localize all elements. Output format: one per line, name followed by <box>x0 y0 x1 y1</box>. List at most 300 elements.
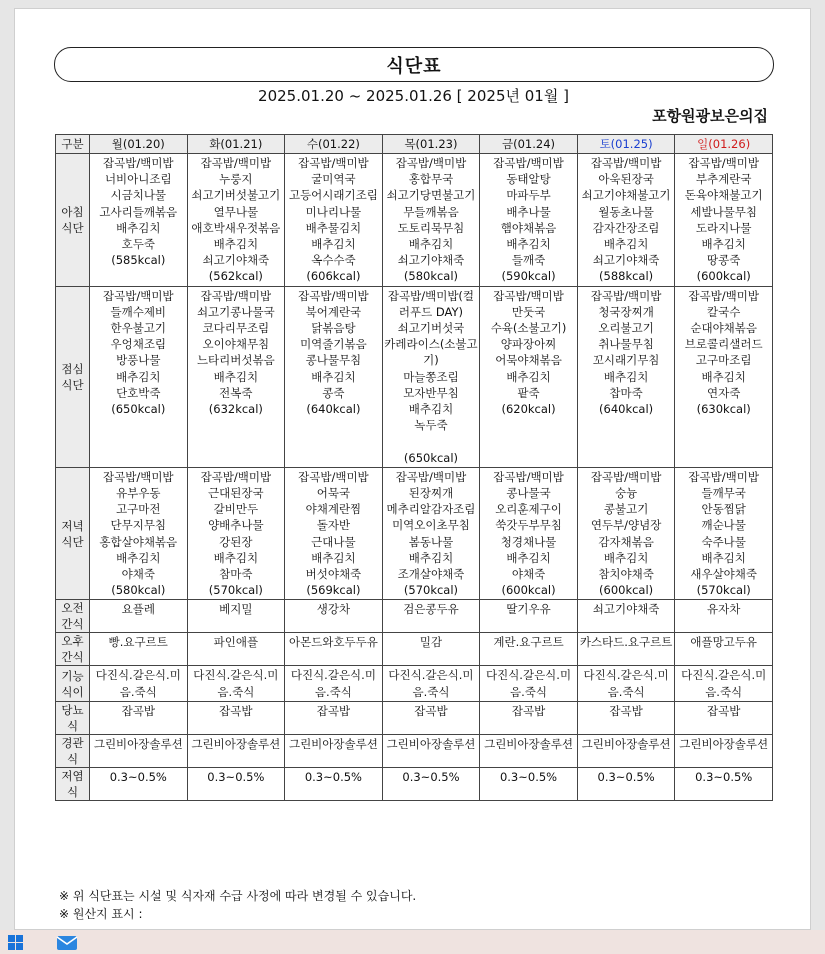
menu-item: 애호박새우젓볶음 <box>191 220 281 235</box>
menu-item: 배추김치 <box>603 369 649 384</box>
menu-cell-dinner-day-3 <box>382 467 480 600</box>
header-day-1: 화(01.21) <box>187 135 285 154</box>
menu-item: (570kcal) <box>403 583 459 598</box>
menu-item: 베지밀 <box>219 602 253 617</box>
menu-item: (600kcal) <box>696 269 751 284</box>
menu-item: 잡곡밥/백미밥 <box>298 288 369 303</box>
menu-item: 근대된장국 <box>208 486 264 501</box>
menu-item: 잡곡밥/백미밥 <box>200 469 272 484</box>
menu-item: 꼬시래기무침 <box>592 353 660 368</box>
menu-item: 된장찌개 <box>408 486 454 501</box>
menu-item: 닭볶음탕 <box>311 321 356 336</box>
menu-item: 다진식.갈은식.미음.죽식 <box>485 668 572 699</box>
row-label-line: 식단 <box>61 377 84 392</box>
menu-cell-lunch-day-3 <box>382 286 480 467</box>
menu-cell-low-sodium-day-5 <box>577 767 675 800</box>
menu-item: 잡곡밥/백미밥 <box>590 288 662 303</box>
row-label-morning-snack <box>56 600 90 633</box>
menu-item: 배추김치 <box>116 369 161 384</box>
menu-item: 0.3~0.5% <box>499 769 558 784</box>
menu-item: 참마죽 <box>219 567 253 582</box>
menu-item: 배추김치 <box>116 550 161 565</box>
menu-cell-tube-feeding-day-2 <box>285 734 383 767</box>
menu-item: 쇠고기야채죽 <box>592 253 660 268</box>
menu-item <box>384 433 479 449</box>
menu-item: 우엉채조림 <box>110 337 167 352</box>
menu-item: 검은콩두유 <box>403 602 459 617</box>
menu-item: 동태알탕 <box>506 172 551 187</box>
menu-item: 딸기우유 <box>506 602 551 617</box>
row-label-functional-diet <box>56 666 90 701</box>
table-row-low-sodium <box>56 767 773 800</box>
menu-item: (650kcal) <box>403 450 459 465</box>
menu-item: (570kcal) <box>696 583 751 598</box>
row-label-line: 식 <box>66 784 79 799</box>
menu-cell-lunch-day-2 <box>285 286 383 467</box>
menu-item: 미역오이초무침 <box>392 518 470 533</box>
menu-document <box>14 8 811 930</box>
menu-item: (632kcal) <box>208 402 263 417</box>
menu-item: 쇠고기야채죽 <box>202 253 270 268</box>
menu-item: 단무지무침 <box>110 518 167 533</box>
row-label-diabetic-diet <box>56 701 90 734</box>
menu-item: (620kcal) <box>501 402 556 417</box>
menu-item: 배추물김치 <box>305 220 362 235</box>
menu-item: 순대야채볶음 <box>690 321 758 336</box>
table-row-breakfast <box>56 154 773 287</box>
menu-item: 메추리알감자조림 <box>386 502 476 517</box>
menu-item: 잡곡밥/백미밥 <box>298 156 369 170</box>
menu-cell-diabetic-diet-day-1 <box>187 701 285 734</box>
menu-cell-lunch-day-5 <box>577 286 675 467</box>
menu-item: 버섯야채죽 <box>305 567 362 582</box>
row-label-line: 식이 <box>61 684 84 699</box>
menu-item: 그린비아장솔루션 <box>581 736 671 751</box>
menu-item: 양배추나물 <box>208 518 264 533</box>
menu-cell-dinner-day-4 <box>480 467 578 600</box>
header-day-6: 일(01.26) <box>675 135 773 154</box>
menu-item: 배추김치 <box>311 237 356 252</box>
menu-item: 너비아니조림 <box>104 172 172 187</box>
menu-item: 잡곡밥/백미밥 <box>688 469 759 484</box>
menu-item: 단호박죽 <box>116 385 161 400</box>
menu-item: (650kcal) <box>111 402 166 417</box>
menu-item: 어묵야채볶음 <box>495 353 562 368</box>
menu-cell-breakfast-day-2 <box>285 154 383 287</box>
menu-item: 쑥갓두부무침 <box>495 518 562 533</box>
menu-cell-low-sodium-day-2 <box>285 767 383 800</box>
mail-icon[interactable] <box>56 935 78 951</box>
menu-item: 양파장아찌 <box>500 337 557 352</box>
menu-cell-functional-diet-day-4 <box>480 666 578 701</box>
menu-cell-morning-snack-day-3 <box>382 600 480 633</box>
menu-item: 배추김치 <box>506 237 551 252</box>
menu-item: 잡곡밥 <box>219 703 253 718</box>
menu-item: 숭늉 <box>614 486 638 501</box>
menu-item: 안동찜닭 <box>701 502 746 517</box>
menu-item: 연자죽 <box>707 385 741 400</box>
menu-item: 고구마조림 <box>695 353 752 368</box>
menu-item: 배추김치 <box>506 550 551 565</box>
table-body <box>56 154 773 801</box>
menu-item: (580kcal) <box>403 269 459 284</box>
menu-item: 감자채볶음 <box>598 534 654 549</box>
menu-item: 다진식.갈은식.미음.죽식 <box>193 668 279 699</box>
menu-cell-tube-feeding-day-4 <box>480 734 578 767</box>
menu-cell-functional-diet-day-1 <box>187 666 285 701</box>
menu-item: 배추김치 <box>408 237 454 252</box>
row-label-line: 식단 <box>61 220 84 235</box>
row-label-line: 아침 <box>61 204 84 219</box>
menu-item: 카스타드.요구르트 <box>579 635 673 650</box>
menu-item: 강된장 <box>219 534 253 549</box>
table-row-afternoon-snack <box>56 633 773 666</box>
menu-item: 배추김치 <box>408 550 454 565</box>
note-change-notice: ※ 위 식단표는 시설 및 식자재 수급 사정에 따라 변경될 수 있습니다. <box>59 889 417 903</box>
menu-item: (606kcal) <box>306 269 361 284</box>
row-label-line: 저녁 <box>61 518 84 533</box>
menu-cell-lunch-day-1 <box>187 286 285 467</box>
menu-item: 배추김치 <box>701 550 746 565</box>
menu-cell-afternoon-snack-day-2 <box>285 633 383 666</box>
menu-item: 다진식.갈은식.미음.죽식 <box>290 668 376 699</box>
menu-item: 고구마전 <box>116 502 161 517</box>
row-label-dinner <box>56 467 90 600</box>
menu-item: 한우불고기 <box>110 321 167 336</box>
menu-item: 콩죽 <box>322 385 345 400</box>
menu-item: (562kcal) <box>208 269 263 284</box>
menu-item: 유자차 <box>707 602 741 617</box>
menu-item: 쇠고기야채죽 <box>592 602 660 617</box>
menu-item: 녹두죽 <box>414 418 448 433</box>
menu-item: 잡곡밥/백미밥(컬러푸드 DAY) <box>387 288 475 319</box>
menu-cell-functional-diet-day-3 <box>382 666 480 701</box>
menu-item: 배추김치 <box>213 237 259 252</box>
menu-item: 햄야채볶음 <box>500 220 557 235</box>
menu-item: 감자간장조림 <box>592 220 660 235</box>
menu-item: 카레라이스(소불고기) <box>384 337 478 368</box>
menu-item: 취나물무침 <box>598 337 654 352</box>
menu-item: 갈비만두 <box>213 502 259 517</box>
menu-cell-afternoon-snack-day-4 <box>480 633 578 666</box>
table-row-lunch <box>56 286 773 467</box>
menu-item: 0.3~0.5% <box>109 769 167 784</box>
header-day-3: 목(01.23) <box>382 135 480 154</box>
menu-item: 잡곡밥/백미밥 <box>200 156 272 170</box>
menu-item: (640kcal) <box>599 402 654 417</box>
menu-item: 유부우동 <box>116 486 161 501</box>
menu-cell-breakfast-day-0 <box>90 154 188 287</box>
menu-cell-diabetic-diet-day-4 <box>480 701 578 734</box>
menu-item: 그린비아장솔루션 <box>191 736 281 751</box>
row-label-afternoon-snack <box>56 633 90 666</box>
menu-item: 0.3~0.5% <box>597 769 655 784</box>
menu-item: 북어계란국 <box>305 304 362 319</box>
menu-item: 잡곡밥 <box>609 703 643 718</box>
row-label-line: 식 <box>66 718 79 733</box>
menu-item: 시금치나물 <box>110 188 167 203</box>
menu-item: 쇠고기야채죽 <box>397 253 465 268</box>
menu-cell-afternoon-snack-day-5 <box>577 633 675 666</box>
menu-item: 밀감 <box>419 635 443 650</box>
menu-item: 들깨무국 <box>701 486 746 501</box>
menu-item: 배추김치 <box>701 369 746 384</box>
menu-item: 잡곡밥 <box>511 703 546 718</box>
menu-item: 그린비아장솔루션 <box>93 736 183 751</box>
menu-cell-tube-feeding-day-6 <box>675 734 773 767</box>
menu-item: 콩불고기 <box>603 502 649 517</box>
menu-item: 들깨죽 <box>511 253 546 268</box>
menu-cell-low-sodium-day-0 <box>90 767 188 800</box>
menu-item: 쇠고기버섯불고기 <box>191 188 281 203</box>
menu-item: 배추김치 <box>213 369 259 384</box>
menu-item: 어묵국 <box>316 486 351 501</box>
row-label-line: 간식 <box>61 617 84 632</box>
menu-item: 칼국수 <box>707 304 741 319</box>
taskbar <box>0 930 825 954</box>
menu-cell-breakfast-day-5 <box>577 154 675 287</box>
menu-item: 잡곡밥/백미밥 <box>395 469 467 484</box>
menu-cell-functional-diet-day-5 <box>577 666 675 701</box>
menu-item: 돈육야채불고기 <box>684 188 763 203</box>
table-row-diabetic-diet <box>56 701 773 734</box>
menu-cell-morning-snack-day-6 <box>675 600 773 633</box>
menu-cell-functional-diet-day-0 <box>90 666 188 701</box>
menu-cell-breakfast-day-3 <box>382 154 480 287</box>
menu-item: 방풍나물 <box>116 353 161 368</box>
menu-item: 마늘쫑조림 <box>403 369 459 384</box>
menu-item: 코다리무조림 <box>202 321 270 336</box>
menu-cell-morning-snack-day-0 <box>90 600 188 633</box>
table-row-tube-feeding <box>56 734 773 767</box>
menu-item: 호두죽 <box>121 237 155 252</box>
menu-cell-lunch-day-4 <box>480 286 578 467</box>
header-day-5: 토(01.25) <box>577 135 675 154</box>
row-label-line: 오전 <box>61 601 84 616</box>
menu-item: 돌자반 <box>316 518 351 533</box>
menu-item: 잡곡밥/백미밥 <box>298 469 369 484</box>
menu-item: 옥수수죽 <box>311 253 356 268</box>
menu-item: 배추김치 <box>311 550 356 565</box>
header-day-2: 수(01.22) <box>285 135 383 154</box>
menu-cell-diabetic-diet-day-2 <box>285 701 383 734</box>
menu-item: 잡곡밥/백미밥 <box>688 156 759 170</box>
menu-item: 파인애플 <box>213 635 259 650</box>
menu-item: 누룽지 <box>219 172 253 187</box>
menu-cell-morning-snack-day-5 <box>577 600 675 633</box>
menu-cell-lunch-day-0 <box>90 286 188 467</box>
menu-item: 그린비아장솔루션 <box>484 736 573 751</box>
menu-item: 세발나물무침 <box>690 204 758 219</box>
period-text: 2025.01.20 ~ 2025.01.26 [ 2025년 01월 ] <box>258 87 569 105</box>
menu-item: 콩나물무침 <box>305 353 362 368</box>
menu-item: 잡곡밥/백미밥 <box>493 288 564 303</box>
menu-cell-afternoon-snack-day-0 <box>90 633 188 666</box>
menu-cell-afternoon-snack-day-1 <box>187 633 285 666</box>
notes <box>59 887 416 923</box>
menu-item: 잡곡밥 <box>707 703 741 718</box>
menu-item: 배추김치 <box>701 237 746 252</box>
menu-item: 0.3~0.5% <box>695 769 753 784</box>
note-origin-label: ※ 원산지 표시 : <box>59 907 143 921</box>
menu-item: 참치야채죽 <box>598 567 654 582</box>
menu-item: 계란.요구르트 <box>493 635 564 650</box>
menu-item: 배추김치 <box>116 220 161 235</box>
menu-item: 다진식.갈은식.미음.죽식 <box>388 668 474 699</box>
menu-table <box>55 134 773 801</box>
menu-cell-tube-feeding-day-0 <box>90 734 188 767</box>
menu-cell-dinner-day-1 <box>187 467 285 600</box>
menu-item: 애플망고두유 <box>690 635 758 650</box>
menu-item: 잡곡밥/백미밥 <box>590 156 662 170</box>
row-label-line: 당뇨 <box>61 702 84 717</box>
menu-item: (590kcal) <box>501 269 556 284</box>
menu-item: 오이야채무침 <box>202 337 270 352</box>
menu-item: 0.3~0.5% <box>304 769 362 784</box>
menu-item: 쇠고기야채불고기 <box>581 188 671 203</box>
menu-item: 배추김치 <box>311 369 356 384</box>
menu-item: 배추김치 <box>408 402 454 417</box>
menu-item: 무들깨볶음 <box>403 204 459 219</box>
menu-cell-afternoon-snack-day-6 <box>675 633 773 666</box>
menu-item: 깨순나물 <box>701 518 746 533</box>
menu-item: 다진식.갈은식.미음.죽식 <box>95 668 181 699</box>
menu-item: 잡곡밥/백미밥 <box>493 156 564 170</box>
menu-cell-diabetic-diet-day-5 <box>577 701 675 734</box>
menu-item: 다진식.갈은식.미음.죽식 <box>583 668 669 699</box>
menu-item: 그린비아장솔루션 <box>288 736 378 751</box>
menu-item: 땅콩죽 <box>707 253 741 268</box>
organization-name: 포항원광보은의집 <box>652 107 768 125</box>
menu-item: 잡곡밥/백미밥 <box>688 288 759 303</box>
menu-item: 미역줄기볶음 <box>300 337 367 352</box>
row-label-line: 식 <box>66 751 79 766</box>
menu-item: 굴미역국 <box>311 172 356 187</box>
menu-item: (588kcal) <box>599 269 654 284</box>
menu-cell-afternoon-snack-day-3 <box>382 633 480 666</box>
menu-item: 수육(소불고기) <box>490 321 567 336</box>
menu-item: 배추김치 <box>213 550 259 565</box>
menu-item: 그린비아장솔루션 <box>386 736 476 751</box>
menu-item: 배추나물 <box>506 204 551 219</box>
menu-item: 느타리버섯볶음 <box>196 353 275 368</box>
menu-cell-low-sodium-day-6 <box>675 767 773 800</box>
menu-item: 그린비아장솔루션 <box>679 736 769 751</box>
menu-item: 연두부/양념장 <box>590 518 662 533</box>
menu-cell-dinner-day-5 <box>577 467 675 600</box>
row-label-line: 점심 <box>61 361 84 376</box>
row-label-line: 저염 <box>61 768 84 783</box>
row-label-line: 오후 <box>61 634 84 649</box>
menu-cell-functional-diet-day-6 <box>675 666 773 701</box>
table-row-dinner <box>56 467 773 600</box>
menu-item: 0.3~0.5% <box>402 769 460 784</box>
menu-item: 새우살야채죽 <box>690 567 758 582</box>
menu-cell-lunch-day-6 <box>675 286 773 467</box>
menu-item: 배추김치 <box>603 237 649 252</box>
menu-item: 잡곡밥 <box>414 703 448 718</box>
page-title: 식단표 <box>54 47 774 82</box>
menu-item: 콩나물국 <box>506 486 551 501</box>
menu-item: 고등어시래기조림 <box>288 188 378 203</box>
menu-item: 전복죽 <box>219 385 253 400</box>
row-label-breakfast <box>56 154 90 287</box>
menu-cell-tube-feeding-day-1 <box>187 734 285 767</box>
menu-item: 배추김치 <box>506 369 551 384</box>
header-corner: 구분 <box>56 135 90 154</box>
menu-item: 부추계란국 <box>695 172 752 187</box>
menu-item: 잡곡밥/백미밥 <box>103 156 174 170</box>
menu-item: 야채계란찜 <box>305 502 362 517</box>
menu-item: 0.3~0.5% <box>207 769 265 784</box>
menu-cell-tube-feeding-day-5 <box>577 734 675 767</box>
menu-cell-tube-feeding-day-3 <box>382 734 480 767</box>
menu-item: 야채죽 <box>121 567 155 582</box>
menu-cell-dinner-day-0 <box>90 467 188 600</box>
table-header-row <box>56 135 773 154</box>
menu-item: 청경채나물 <box>500 534 557 549</box>
menu-item: (580kcal) <box>111 583 166 598</box>
menu-item: 오리불고기 <box>598 321 654 336</box>
menu-cell-diabetic-diet-day-0 <box>90 701 188 734</box>
menu-item: 잡곡밥/백미밥 <box>395 156 467 170</box>
menu-item: 잡곡밥/백미밥 <box>590 469 662 484</box>
menu-item: 쇠고기버섯국 <box>397 321 465 336</box>
header-day-0: 월(01.20) <box>90 135 188 154</box>
menu-item: 마파두부 <box>506 188 551 203</box>
menu-item: 배추김치 <box>603 550 649 565</box>
menu-item: (600kcal) <box>501 583 556 598</box>
menu-item: (600kcal) <box>599 583 654 598</box>
menu-item: 홍합무국 <box>408 172 454 187</box>
menu-item: 도라지나물 <box>695 220 752 235</box>
row-label-lunch <box>56 286 90 467</box>
menu-item: 근대나물 <box>311 534 356 549</box>
menu-cell-dinner-day-2 <box>285 467 383 600</box>
row-label-tube-feeding <box>56 734 90 767</box>
menu-item: 생강차 <box>316 602 351 617</box>
table-row-functional-diet <box>56 666 773 701</box>
menu-cell-breakfast-day-1 <box>187 154 285 287</box>
menu-cell-morning-snack-day-4 <box>480 600 578 633</box>
menu-item: 만둣국 <box>511 304 546 319</box>
menu-item: 팥죽 <box>517 385 540 400</box>
menu-cell-diabetic-diet-day-3 <box>382 701 480 734</box>
menu-item: 잡곡밥/백미밥 <box>103 288 174 303</box>
menu-item: 들깨수제비 <box>110 304 167 319</box>
menu-cell-low-sodium-day-4 <box>480 767 578 800</box>
menu-item: 월동초나물 <box>598 204 654 219</box>
menu-cell-diabetic-diet-day-6 <box>675 701 773 734</box>
menu-cell-morning-snack-day-2 <box>285 600 383 633</box>
menu-cell-breakfast-day-6 <box>675 154 773 287</box>
row-label-line: 기능 <box>61 668 84 683</box>
menu-cell-low-sodium-day-1 <box>187 767 285 800</box>
menu-item: 잡곡밥 <box>316 703 351 718</box>
menu-item: 잡곡밥/백미밥 <box>200 288 272 303</box>
menu-cell-breakfast-day-4 <box>480 154 578 287</box>
windows-start-icon[interactable] <box>8 935 24 951</box>
menu-item: 잡곡밥 <box>121 703 155 718</box>
menu-item: (585kcal) <box>111 253 166 268</box>
menu-cell-low-sodium-day-3 <box>382 767 480 800</box>
menu-item: 미나리나물 <box>305 204 362 219</box>
menu-item: 모자반무침 <box>403 385 459 400</box>
menu-item: 아욱된장국 <box>598 172 654 187</box>
menu-item: (570kcal) <box>208 583 263 598</box>
menu-item: 찹마죽 <box>609 385 643 400</box>
menu-item: 빵.요구르트 <box>108 635 168 650</box>
